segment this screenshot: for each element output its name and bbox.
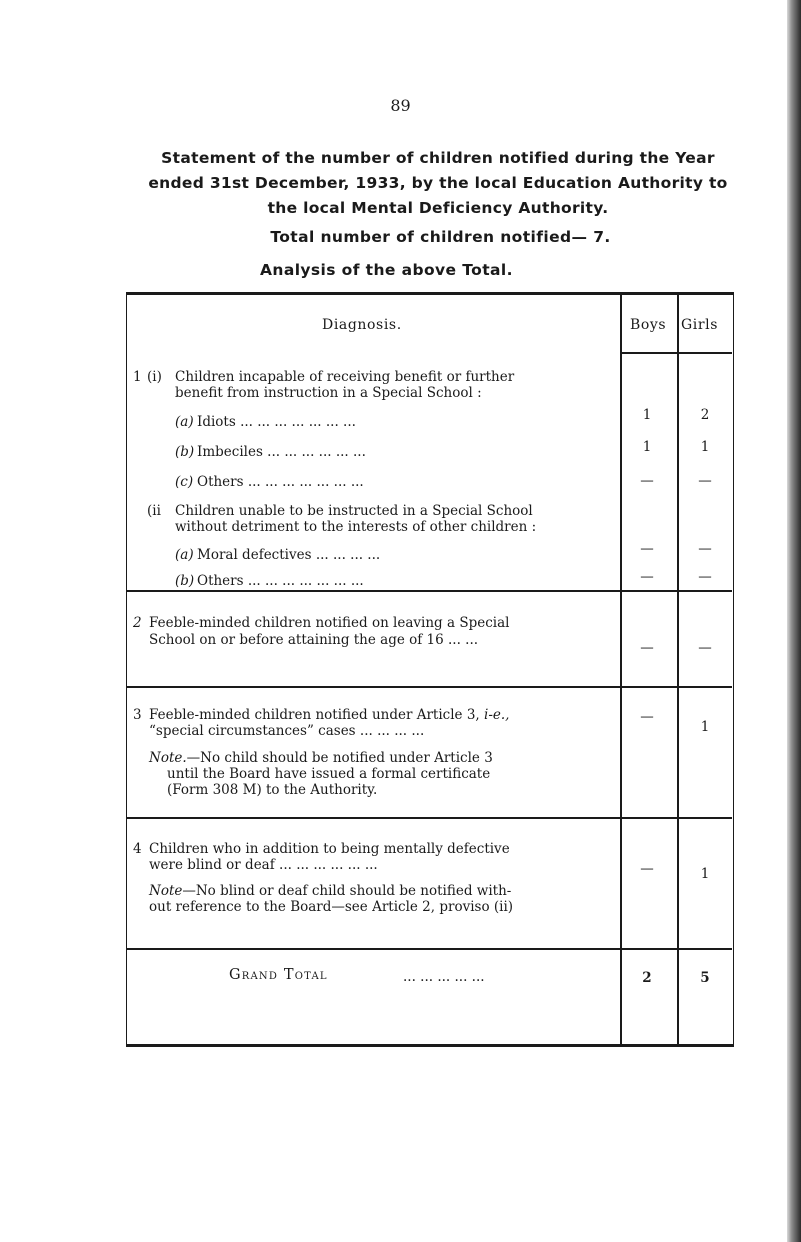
heading-line-3: the local Mental Deficiency Authority. — [267, 199, 609, 217]
s1-ii-text-1: Children unable to be instructed in a Special School — [175, 503, 533, 519]
s4-text-2: were blind or deaf ... ... ... ... ... ... — [149, 857, 378, 873]
grand-total-dots: ... ... ... ... ... — [403, 969, 485, 985]
s3-text-2: “special circumstances” cases ... ... ... ... — [149, 723, 425, 739]
s4-note-1 — [149, 883, 511, 899]
header-divider-full — [620, 352, 732, 354]
header-diagnosis-full: Diagnosis. — [322, 317, 402, 333]
grand-total-label: Grand Total — [229, 967, 328, 983]
row-divider-b — [127, 686, 732, 688]
s1-b-girls: 1 — [700, 439, 710, 455]
s4-note-1-text: —No blind or deaf child should be notified with- — [182, 883, 512, 899]
s3-note-3: (Form 308 M) to the Authority. — [167, 782, 378, 798]
s1-ii-label: (ii — [147, 503, 161, 519]
page-number: 89 — [390, 96, 411, 115]
scan-edge — [787, 0, 801, 1242]
row-divider-d — [127, 948, 732, 950]
s3-boys: — — [640, 709, 654, 725]
s1-iib-label: (b) — [175, 573, 195, 589]
s4-boys: — — [640, 861, 654, 877]
s4-girls: 1 — [700, 866, 710, 882]
s1-iib-boys: — — [640, 569, 654, 585]
statement-heading — [118, 146, 758, 221]
heading-line-1: Statement of the number of children notified during the Year — [161, 149, 715, 167]
s1-c-text: Others ... ... ... ... ... ... ... — [197, 474, 364, 490]
s1-b-boys: 1 — [642, 439, 652, 455]
s4-text-1: Children who in addition to being mentally defective — [149, 841, 510, 857]
s3-text-1b: i-e., — [484, 707, 510, 723]
s3-note-1 — [149, 750, 493, 766]
s1-b-label: (b) — [175, 444, 195, 460]
s1-iib-text: Others ... ... ... ... ... ... ... — [197, 573, 364, 589]
s2-girls: — — [698, 640, 712, 656]
heading-line-2: ended 31st December, 1933, by the local Education Authority to — [148, 174, 728, 192]
analysis-line: Analysis of the above Total. — [260, 261, 513, 279]
s3-note-2: until the Board have issued a formal certificate — [167, 766, 491, 782]
s1-number: 1 — [133, 369, 142, 385]
s2-boys: — — [640, 640, 654, 656]
s1-ii-text-2: without detriment to the interests of other children : — [175, 519, 537, 535]
s2-text-1: Feeble-minded children notified on leaving a Special — [149, 615, 510, 631]
row-divider-c — [127, 817, 732, 819]
s2-text-2: School on or before attaining the age of 16 ... ... — [149, 632, 479, 648]
s1-c-label: (c) — [175, 474, 194, 490]
col-divider-boys-full — [620, 295, 622, 1044]
s1-iib-girls: — — [698, 569, 712, 585]
s1-i-label: (i) — [147, 369, 162, 385]
s1-iia-girls: — — [698, 541, 712, 557]
s1-c-boys: — — [640, 473, 654, 489]
s4-note-2: out reference to the Board—see Article 2, proviso (ii) — [149, 899, 514, 915]
s1-iia-text: Moral defectives ... ... ... ... — [197, 547, 381, 563]
s1-a-girls: 2 — [700, 407, 710, 423]
s4-note-label: Note — [149, 883, 183, 899]
s1-a-label: (a) — [175, 414, 194, 430]
total-notified-line: Total number of children notified— 7. — [270, 228, 611, 246]
s1-c-girls: — — [698, 473, 712, 489]
s1-b-text: Imbeciles ... ... ... ... ... ... — [197, 444, 366, 460]
header-boys-full: Boys — [630, 317, 667, 333]
s3-text-1 — [149, 707, 509, 723]
grand-total-girls: 5 — [700, 970, 710, 986]
s3-text-1a: Feeble-minded children notified under Article 3, — [149, 707, 484, 723]
s4-number: 4 — [133, 841, 142, 857]
s1-a-text: Idiots ... ... ... ... ... ... ... — [197, 414, 356, 430]
s1-i-text-1: Children incapable of receiving benefit or further — [175, 369, 515, 385]
s3-number: 3 — [133, 707, 142, 723]
s2-number: 2 — [133, 615, 142, 631]
s3-note-label: Note. — [149, 750, 187, 766]
grand-total-boys: 2 — [642, 970, 652, 986]
header-girls-full: Girls — [681, 317, 719, 333]
s1-a-boys: 1 — [642, 407, 652, 423]
analysis-table-frame — [126, 292, 734, 1047]
s1-iia-boys: — — [640, 541, 654, 557]
s3-note-1-text: —No child should be notified under Article 3 — [186, 750, 493, 766]
row-divider-a — [127, 590, 732, 592]
col-divider-girls-full — [677, 295, 679, 1044]
s3-girls: 1 — [700, 719, 710, 735]
s1-iia-label: (a) — [175, 547, 194, 563]
s1-i-text-2: benefit from instruction in a Special School : — [175, 385, 482, 401]
